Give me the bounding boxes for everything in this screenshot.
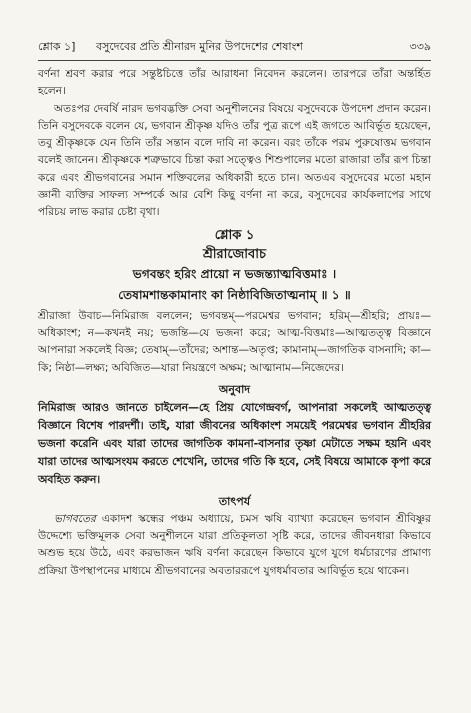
- verse-speaker: শ্রীরাজোবাচ: [202, 246, 267, 262]
- synonyms: শ্রীরাজা উবাচ—নিমিরাজ বললেন; ভগবন্তম্—পরমেশ্বর ভগবান; হরিম্—শ্রীহরি; প্রায়ঃ—অধিকাংশ; ন—কখনই নয়; ভজন্তি—যে ভজনা করে; আত্ম-বিত্তমাঃ—আত্মতত্ত্ব বিজ্ঞানে আপনারা সকলেই বিজ্ঞ; তেষাম্—তাঁদের; অশান্ত—অতৃপ্ত; কামানাম্—জাগতিক বাসনাদি; কা—কি; নিষ্ঠা—লক্ষ্য; অবিজিত—যারা নিয়ন্ত্রণে অক্ষম; আত্মানাম—নিজেদের।: [38, 309, 431, 374]
- running-header: [38, 38, 431, 56]
- verse-line-2: তেষামশান্তকামানাং কা নিষ্ঠাবিজিতাত্মনাম্ ॥ ১ ॥: [118, 287, 351, 302]
- intro-paragraph-2: অতঃপর দেবর্ষি নারদ ভগবদ্ভক্তি সেবা অনুশীলনের বিষয়ে বসুদেবকে উপদেশ প্রদান করেন। তিনি বসুদেবকে বলেন যে, ভগবান শ্রীকৃষ্ণ যদিও তাঁর পুত্র রূপে এই জগতে আবির্ভূত হয়েছেন, তবু শ্রীকৃষ্ণকে যেন তিনি তাঁর সন্তান বলে দাবি না করেন। বরং তাঁকে পরম পুরুষোত্তম ভগবান বলেই জানেন। শ্রীকৃষ্ণকে শত্রুভাবে চিন্তা করা সত্ত্বেও শিশুপালের মতো রাজারা তাঁর রূপ চিন্তা করে এবং শ্রীভগবানের সমান শক্তিবলের অধিকারী হতে চান। অতএব বসুদেবের মতো মহান জ্ঞানী ব্যক্তির সাফল্য সম্পর্কে আর বেশি কিছু বর্ণনা না করে, বসুদেবের কার্যকলাপের সাথে পরিচয় লাভ করার চেষ্টা বৃথা।: [38, 102, 431, 219]
- purport-text: [38, 511, 431, 580]
- verse-line-1: ভগবন্তং হরিং প্রায়ো ন ভজন্ত্যাত্মবিত্তমাঃ ।: [132, 266, 337, 281]
- purport-body: একাদশ স্কন্ধের পঞ্চম অধ্যায়ে, চমস ঋষি ব্যাখ্যা করেছেন ভগবান শ্রীবিষ্ণুর উদ্দেশ্যে ভক্তিমূলক সেবা অনুশীলনে যারা প্রতিকূলতা সৃষ্টি করে, তাদের জীবনধারা কিভাবে অশুভ হয়ে উঠে, এবং করভাজন ঋষি বর্ণনা করেছেন কিভাবে যুগে যুগে ধর্মচারণের প্রামাণ্য প্রক্রিয়া উপস্থাপনের মাধ্যমে শ্রীভগবানের অবতাররূপে যুগধর্মাবতার আবির্ভূত হয়ে থাকেন।: [38, 512, 431, 577]
- header-divider: [38, 60, 431, 61]
- translation-title: অনুবাদ: [218, 382, 251, 396]
- intro-paragraph-1: বর্ণনা শ্রবণ করার পরে সন্তুষ্টচিত্তে তাঁর আরাধনা নিবেদন করলেন। তারপরে তাঁরা অন্তর্হিত হলেন।: [38, 68, 431, 98]
- purport-title: তাৎপর্য: [218, 494, 251, 508]
- verse-heading: শ্লোক ১: [214, 227, 255, 243]
- header-verse-ref: শ্লোক ১]: [38, 40, 76, 53]
- page-number: ৩৩৯: [409, 40, 431, 53]
- translation-text: নিমিরাজ আরও জানতে চাইলেন—হে প্রিয় যোগেন্দ্রবর্গ, আপনারা সকলেই আত্মতত্ত্ব বিজ্ঞানে বিশেষ পারদর্শী। তাই, যারা জীবনের অধিকাংশ সময়েই পরমেশ্বর ভগবান শ্রীহরির ভজনা করেনি এবং যারা তাদের জাগতিক কামনা-বাসনার তৃষ্ণা মেটাতে সক্ষম হয়নি এবং যারা তাদের আত্মসংযম করতে শেখেনি, তাদের গতি কি হবে, সেই বিষয়ে আমাকে কৃপা করে অবহিত করুন।: [38, 400, 431, 486]
- header-chapter-title: বসুদেবের প্রতি শ্রীনারদ মুনির উপদেশের শেষাংশ: [96, 40, 303, 53]
- page-content: [38, 66, 431, 580]
- purport-lead-word: ভাগবতের: [54, 512, 96, 525]
